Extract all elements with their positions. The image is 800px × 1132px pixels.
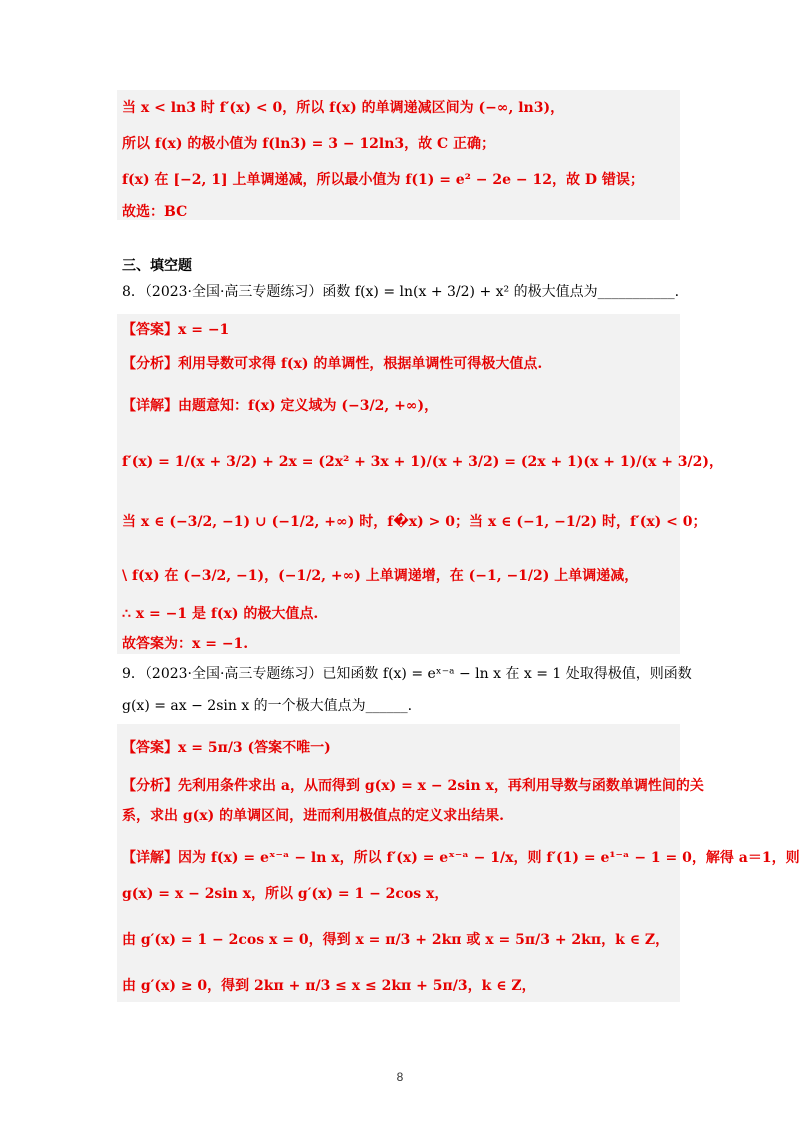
- detail-line: 【详解】因为 f(x) = eˣ⁻ᵃ − ln x，所以 f′(x) = eˣ⁻ᵃ − 1/x，则 f′(1) = e¹⁻ᵃ − 1 = 0，解得 a＝1，则: [122, 850, 800, 866]
- detail-line: 由 g′(x) = 1 − 2cos x = 0，得到 x = π/3 + 2kπ 或 x = 5π/3 + 2kπ，k ∈ Z，: [122, 932, 670, 948]
- detail-line: 当 x ∈ (−3/2, −1) ∪ (−1/2, +∞) 时，f�x) > 0；当 x ∈ (−1, −1/2) 时，f′(x) < 0；: [122, 514, 707, 530]
- text-line: 故选：BC: [122, 204, 188, 220]
- detail-line: f′(x) = 1/(x + 3/2) + 2x = (2x² + 3x + 1)/(x + 3/2) = (2x + 1)(x + 1)/(x + 3/2)，: [122, 454, 724, 470]
- detail-line: g(x) = x − 2sin x，所以 g′(x) = 1 − 2cos x，: [122, 886, 449, 902]
- analysis-line: 【分析】利用导数可求得 f(x) 的单调性，根据单调性可得极大值点.: [122, 356, 543, 372]
- detail-line: 由 g′(x) ≥ 0，得到 2kπ + π/3 ≤ x ≤ 2kπ + 5π/3，k ∈ Z，: [122, 978, 536, 994]
- question-text: g(x) = ax − 2sin x 的一个极大值点为______.: [122, 698, 413, 714]
- text-line: 所以 f(x) 的极小值为 f(ln3) = 3 − 12ln3，故 C 正确；: [122, 136, 496, 152]
- text-line: f(x) 在 [−2, 1] 上单调递减，所以最小值为 f(1) = e² − 2e − 12，故 D 错误；: [122, 172, 644, 188]
- detail-line: 故答案为：x = −1.: [122, 636, 249, 652]
- answer-line: 【答案】x = 5π/3 (答案不唯一): [122, 740, 331, 756]
- detail-line: \ f(x) 在 (−3/2, −1)，(−1/2, +∞) 上单调递增，在 (−1, −1/2) 上单调递减，: [122, 568, 639, 584]
- question-text: 9．（2023·全国·高三专题练习）已知函数 f(x) = eˣ⁻ᵃ − ln x 在 x = 1 处取得极值，则函数: [122, 666, 692, 682]
- detail-line: 【详解】由题意知：f(x) 定义域为 (−3/2, +∞)，: [122, 398, 439, 414]
- question-text: 8．（2023·全国·高三专题练习）函数 f(x) = ln(x + 3/2) + x² 的极大值点为___________.: [122, 284, 680, 300]
- analysis-line: 【分析】先利用条件求出 a，从而得到 g(x) = x − 2sin x，再利用导数与函数单调性间的关: [122, 778, 704, 794]
- analysis-line: 系，求出 g(x) 的单调区间，进而利用极值点的定义求出结果.: [122, 808, 505, 824]
- page-number: 8: [396, 1070, 404, 1084]
- detail-line: ∴ x = −1 是 f(x) 的极大值点.: [122, 606, 319, 622]
- section-title: 三、填空题: [122, 258, 192, 274]
- answer-line: 【答案】x = −1: [122, 322, 230, 338]
- text-line: 当 x < ln3 时 f′(x) < 0，所以 f(x) 的单调递减区间为 (−∞, ln3)，: [122, 100, 565, 116]
